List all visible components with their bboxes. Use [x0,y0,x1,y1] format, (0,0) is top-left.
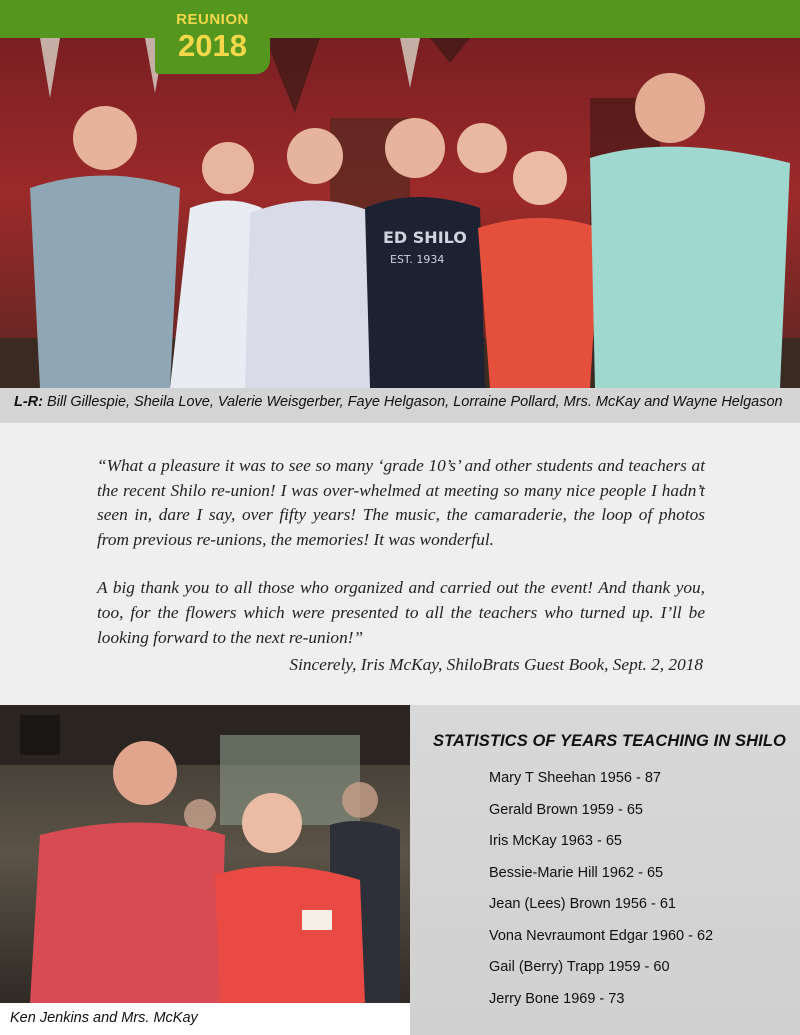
quote-paragraph-2: A big thank you to all those who organized and carried out the event! And thank you, too, for the flowers which were presented to all the teachers who turned up. I’ll be looking forward to the next re-union!” [97,578,705,647]
caption-names: Bill Gillespie, Sheila Love, Valerie Weisgerber, Faye Helgason, Lorraine Pollard, Mrs. McKay and Wayne Helgason [47,394,783,410]
banner-label: REUNION [176,11,249,28]
pair-photo-caption: Ken Jenkins and Mrs. McKay [0,1003,410,1035]
stats-item: Mary T Sheehan 1956 - 87 [489,770,661,786]
group-photo [0,38,800,388]
reunion-banner-tab [155,0,270,74]
banner-year: 2018 [178,28,247,63]
pair-photo [0,705,410,1003]
stats-item: Jean (Lees) Brown 1956 - 61 [489,896,676,912]
stats-item: Jerry Bone 1969 - 73 [489,990,625,1007]
stats-item: Gerald Brown 1959 - 65 [489,801,643,818]
stats-list [489,768,713,1020]
pair-photo-illustration [0,705,410,1003]
top-banner-bar [0,0,800,38]
stats-item: Bessie-Marie Hill 1962 - 65 [489,864,664,881]
caption-prefix: L-R: [14,394,43,410]
stats-title: STATISTICS OF YEARS TEACHING IN SHILO [433,732,786,750]
quote-paragraph-1: “What a pleasure it was to see so many ‘grade 10’s’ and other students and teachers at the recent Shilo re-union! I was over-whelmed at meeting so many nice people I hadn’t seen in, dare I say, over fifty years! The music, the camaraderie, the loop of photos from previous re-unions, the memories! It was wonderful. [97,456,705,549]
quote-section [0,423,800,705]
shirt-text-line1: ED SHILO [383,228,467,247]
group-photo-caption [0,388,800,423]
stats-item: Vona Nevraumont Edgar 1960 - 62 [489,927,714,944]
guestbook-quote [97,454,705,674]
stats-item: Iris McKay 1963 - 65 [489,833,622,849]
teaching-stats-panel [410,705,800,1035]
quote-signoff: Sincerely, Iris McKay, ShiloBrats Guest Book, Sept. 2, 2018 [289,655,703,674]
group-photo-illustration [0,38,800,388]
stats-item: Gail (Berry) Trapp 1959 - 60 [489,959,670,975]
shirt-text-line2: EST. 1934 [390,253,445,266]
